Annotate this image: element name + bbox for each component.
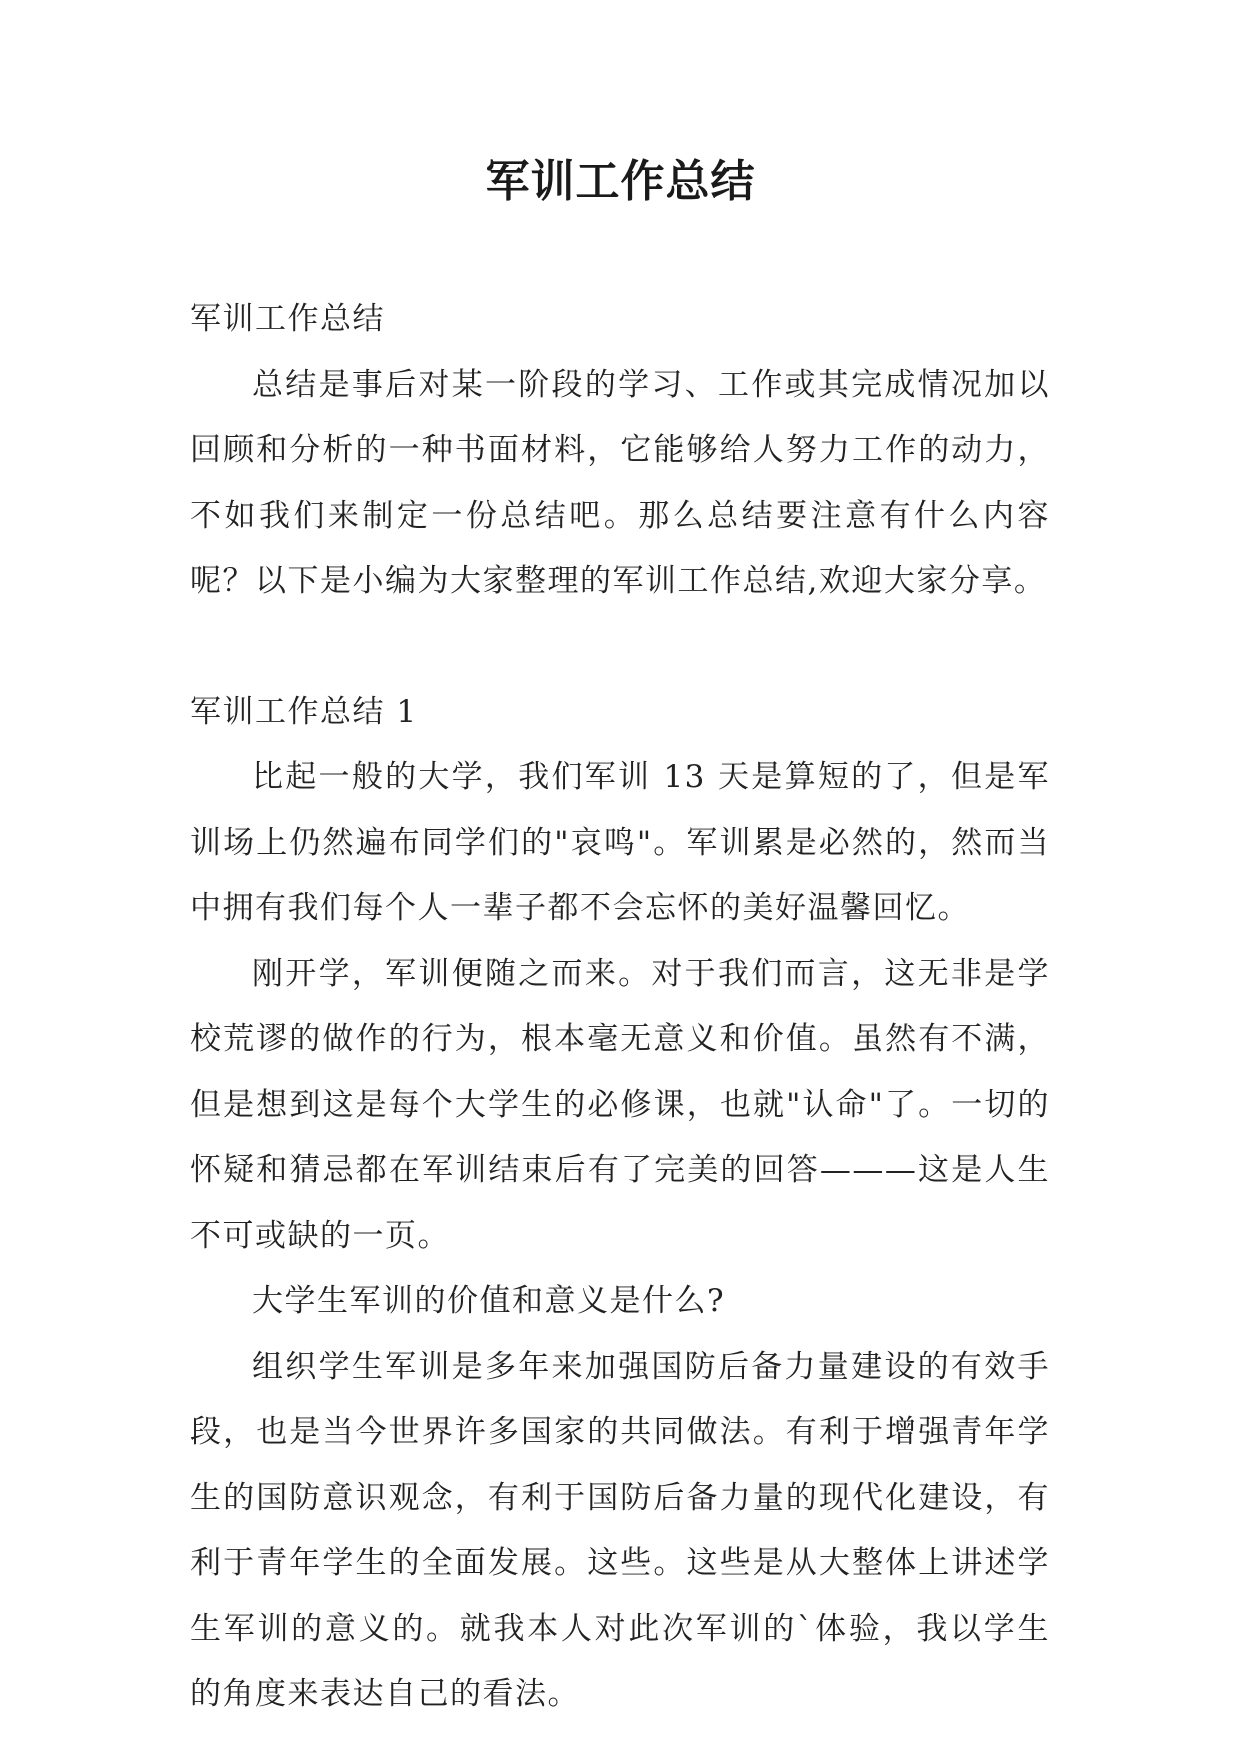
- body-paragraph: 大学生军训的价值和意义是什么?: [252, 1283, 726, 1319]
- body-paragraph: 组织学生军训是多年来加强国防后备力量建设的有效手段，也是当今世界许多国家的共同做法。有利于增强青年学生的国防意识观念，有利于国防后备力量的现代化建设，有利于青年学生的全面发展。这些。这些是从大整体上讲述学生军训的意义的。就我本人对此次军训的`体验，我以学生的角度来表达自己的看法。: [190, 1348, 1050, 1712]
- body-paragraph: 比起一般的大学，我们军训 13 天是算短的了，但是军训场上仍然遍布同学们的"哀鸣"。军训累是必然的，然而当中拥有我们每个人一辈子都不会忘怀的美好温馨回忆。: [190, 759, 1050, 926]
- subtitle: 军训工作总结: [190, 301, 385, 337]
- document-title: 军训工作总结: [485, 156, 756, 207]
- document-body: [190, 287, 1050, 1728]
- section-heading: 军训工作总结 1: [190, 693, 418, 730]
- intro-paragraph: 总结是事后对某一阶段的学习、工作或其完成情况加以回顾和分析的一种书面材料，它能够给人努力工作的动力，不如我们来制定一份总结吧。那么总结要注意有什么内容呢？以下是小编为大家整理的军训工作总结,欢迎大家分享。: [190, 366, 1050, 599]
- body-paragraph: 刚开学，军训便随之而来。对于我们而言，这无非是学校荒谬的做作的行为，根本毫无意义和价值。虽然有不满，但是想到这是每个大学生的必修课，也就"认命"了。一切的怀疑和猜忌都在军训结束后有了完美的回答———这是人生不可或缺的一页。: [190, 955, 1050, 1254]
